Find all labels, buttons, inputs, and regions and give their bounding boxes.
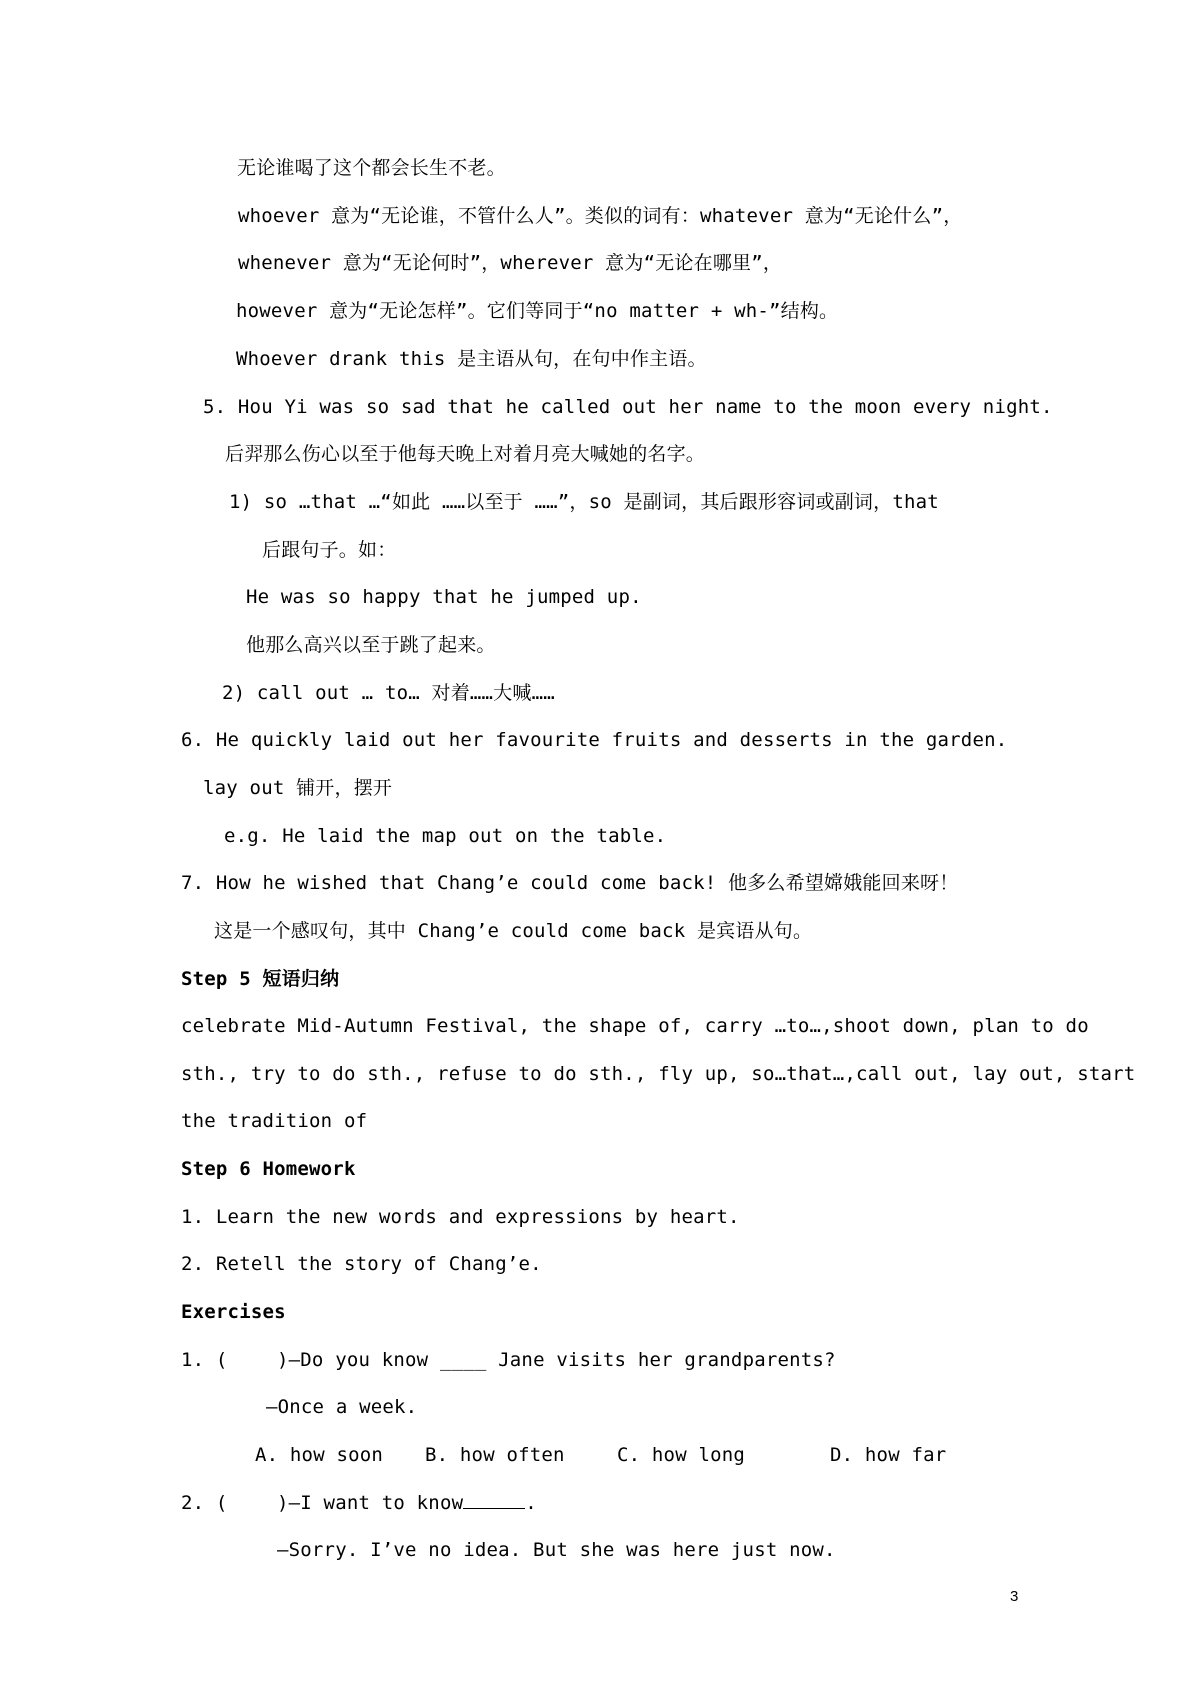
text-line: celebrate Mid-Autumn Festival, the shape of, carry …to…,shoot down, plan to do	[181, 1015, 1089, 1037]
exercise-2-blank	[463, 1490, 525, 1509]
text-line: 2. Retell the story of Chang’e.	[181, 1253, 542, 1275]
text-line: however 意为“无论怎样”。它们等同于“no matter + wh-”结构。	[236, 300, 839, 322]
exercise-1-number: 1. (	[181, 1349, 228, 1371]
text-line: the tradition of	[181, 1110, 368, 1132]
exercise-1-question	[277, 1347, 836, 1373]
text-line: 5. Hou Yi was so sad that he called out her name to the moon every night.	[203, 396, 1053, 418]
exercise-1-question-start: —Do you know	[288, 1349, 440, 1371]
page-number: 3	[1010, 1588, 1019, 1605]
exercise-1-option-b: B. how often	[425, 1444, 565, 1466]
exercise-2-answer: —Sorry. I’ve no idea. But she was here just now.	[277, 1539, 836, 1561]
text-line: 7. How he wished that Chang’e could come back! 他多么希望嫦娥能回来呀！	[181, 872, 959, 894]
section-heading: Step 5 短语归纳	[181, 968, 340, 990]
text-line: whoever 意为“无论谁，不管什么人”。类似的词有：whatever 意为“无论什么”，	[238, 205, 963, 227]
text-line: whenever 意为“无论何时”，wherever 意为“无论在哪里”，	[238, 252, 783, 274]
text-line: 1. Learn the new words and expressions by heart.	[181, 1206, 740, 1228]
exercise-2-question	[277, 1490, 537, 1516]
exercise-1-close-paren: )	[277, 1349, 289, 1371]
text-line: 后羿那么伤心以至于他每天晚上对着月亮大喊她的名字。	[225, 443, 706, 465]
exercise-2-question-end: .	[525, 1492, 537, 1514]
section-heading: Step 6 Homework	[181, 1158, 356, 1180]
exercise-2-question-start: —I want to know	[288, 1492, 464, 1514]
exercise-1-answer: —Once a week.	[266, 1396, 418, 1418]
text-line: 1) so …that …“如此 ……以至于 ……”，so 是副词，其后跟形容词或副词，that	[229, 491, 939, 513]
exercise-1-option-a: A. how soon	[255, 1444, 384, 1466]
text-line: 6. He quickly laid out her favourite fruits and desserts in the garden.	[181, 729, 1008, 751]
text-line: 后跟句子。如：	[262, 539, 397, 561]
text-line: lay out 铺开，摆开	[203, 777, 393, 799]
text-line: Whoever drank this 是主语从句，在句中作主语。	[236, 348, 707, 370]
text-line: He was so happy that he jumped up.	[246, 586, 642, 608]
text-line: 他那么高兴以至于跳了起来。	[246, 634, 496, 656]
text-line: 无论谁喝了这个都会长生不老。	[237, 157, 506, 179]
exercise-1-option-d: D. how far	[830, 1444, 947, 1466]
exercise-1-option-c: C. how long	[617, 1444, 746, 1466]
text-line: e.g. He laid the map out on the table.	[224, 825, 667, 847]
exercise-2-number: 2. (	[181, 1492, 228, 1514]
text-line: 这是一个感叹句，其中 Chang’e could come back 是宾语从句。	[214, 920, 813, 942]
exercise-1-question-end: Jane visits her grandparents?	[486, 1349, 836, 1371]
exercise-2-close-paren: )	[277, 1492, 289, 1514]
text-line: sth., try to do sth., refuse to do sth., fly up, so…that…,call out, lay out, start	[181, 1063, 1136, 1085]
text-line: 2) call out … to… 对着……大喊……	[222, 682, 555, 704]
section-heading: Exercises	[181, 1301, 286, 1323]
exercise-1-blank: ____	[439, 1349, 487, 1371]
